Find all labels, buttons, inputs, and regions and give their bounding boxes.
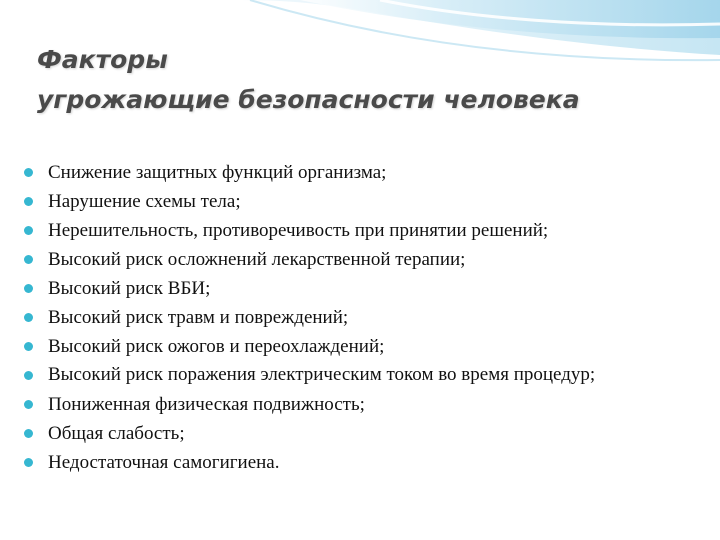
bullet-icon	[24, 458, 33, 467]
list-item: Недостаточная самогигиена.	[22, 448, 702, 477]
bullet-icon	[24, 313, 33, 322]
bullet-icon	[24, 400, 33, 409]
list-item: Высокий риск ВБИ;	[22, 274, 702, 303]
list-item: Высокий риск поражения электрическим током во время процедур;	[22, 361, 702, 390]
bullet-icon	[24, 197, 33, 206]
title-line-1: Факторы	[37, 45, 168, 74]
title-line-2: угрожающие безопасности человека	[37, 85, 580, 114]
list-item: Высокий риск травм и повреждений;	[22, 303, 702, 332]
factor-list	[22, 158, 702, 477]
bullet-icon	[24, 429, 33, 438]
bullet-icon	[24, 342, 33, 351]
list-item: Нарушение схемы тела;	[22, 187, 702, 216]
bullet-icon	[24, 226, 33, 235]
bullet-icon	[24, 371, 33, 380]
bullet-icon	[24, 255, 33, 264]
bullet-icon	[24, 168, 33, 177]
list-item: Высокий риск ожогов и переохлаждений;	[22, 332, 702, 361]
list-item: Нерешительность, противоречивость при принятии решений;	[22, 216, 702, 245]
list-item: Общая слабость;	[22, 419, 702, 448]
list-item: Высокий риск осложнений лекарственной терапии;	[22, 245, 702, 274]
slide-title	[37, 40, 697, 120]
bullet-icon	[24, 284, 33, 293]
list-item: Снижение защитных функций организма;	[22, 158, 702, 187]
list-item: Пониженная физическая подвижность;	[22, 390, 702, 419]
